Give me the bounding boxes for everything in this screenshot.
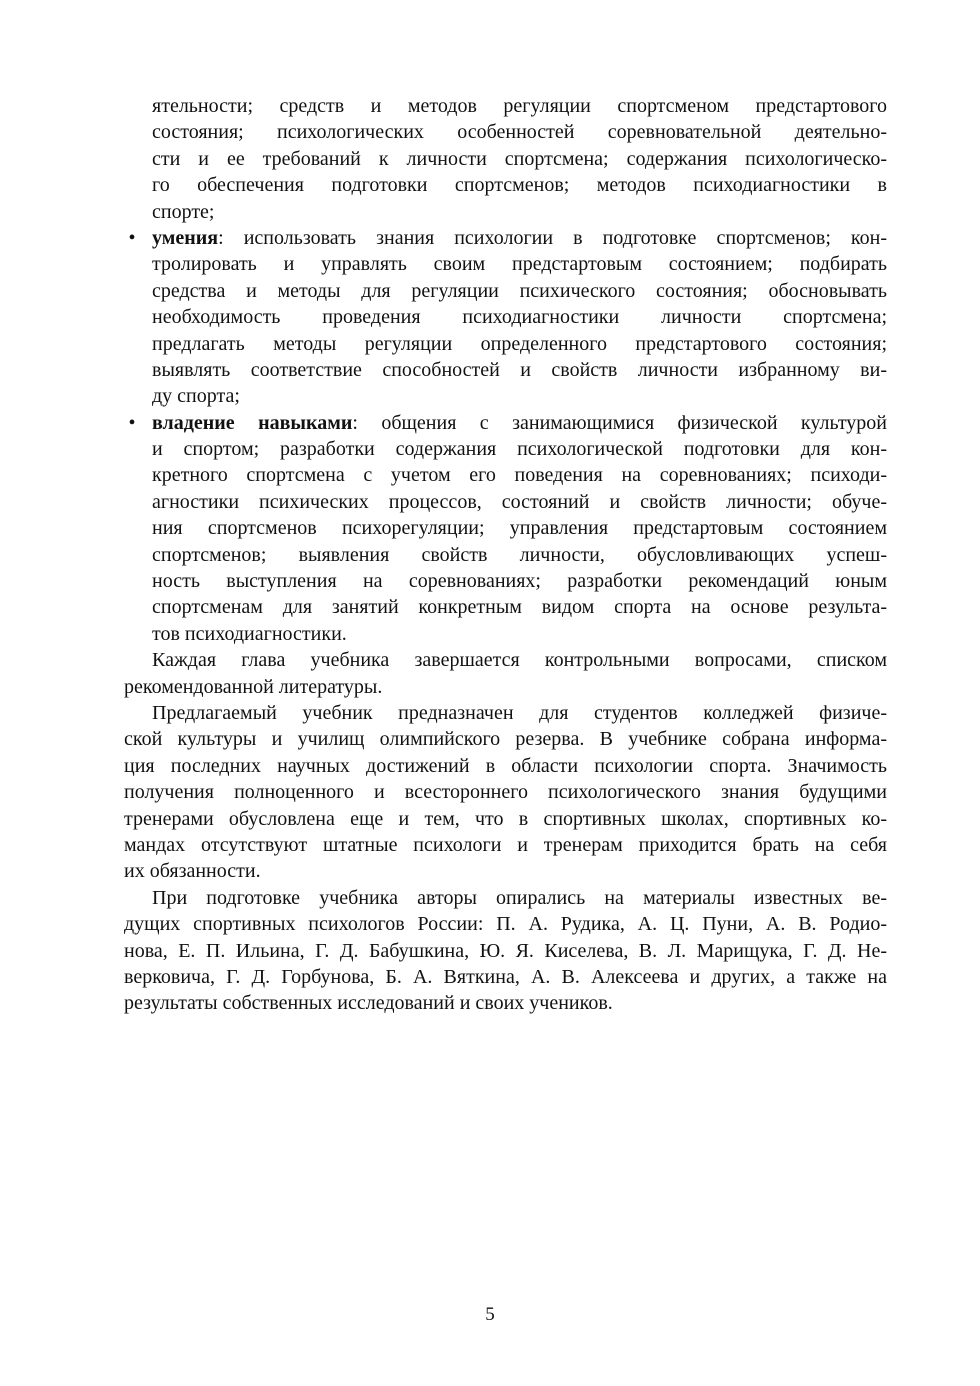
continued-list-item — [124, 93, 887, 225]
bullet-icon: • — [128, 226, 136, 249]
text-line: ния спортсменов психорегуляции; управления предстартовым состоянием — [152, 517, 887, 540]
paragraph-chapter-structure — [124, 647, 887, 700]
text-line: тренерами обусловлена еще и тем, что в спортивных школах, спортивных ко- — [124, 807, 887, 830]
text-line: тов психодиагностики. — [152, 622, 347, 645]
text-line: состояния; психологических особенностей соревновательной деятельно- — [152, 121, 887, 144]
text-line: и спортом; разработки содержания психологической подготовки для кон- — [152, 438, 887, 461]
bullet-item-proficiency — [124, 410, 887, 648]
text-line: предлагать методы регуляции определенного предстартового состояния; — [152, 332, 887, 355]
text-line: При подготовке учебника авторы опирались на материалы известных ве- — [152, 886, 887, 909]
bullet-icon: • — [128, 411, 136, 434]
text-line: получения полноценного и всестороннего психологического знания будущими — [124, 781, 887, 804]
text-line — [152, 225, 887, 251]
text-line: выявлять соответствие способностей и свойств личности избранному ви- — [152, 358, 887, 381]
bullet-text: : использовать знания психологии в подготовке спортсменов; кон- — [218, 226, 887, 249]
text-line: тролировать и управлять своим предстартовым состоянием; подбирать — [152, 253, 887, 276]
bullet-term: владение навыками — [152, 411, 353, 434]
bullet-item-skills — [124, 225, 887, 410]
text-line: ность выступления на соревнованиях; разработки рекомендаций юным — [152, 570, 887, 593]
text-line: результаты собственных исследований и своих учеников. — [124, 992, 613, 1015]
text-line: верковича, Г. Д. Горбунова, Б. А. Вяткина, А. В. Алексеева и других, а также на — [124, 965, 887, 988]
text-line: Каждая глава учебника завершается контрольными вопросами, списком — [152, 649, 887, 672]
text-line: го обеспечения подготовки спортсменов; методов психодиагностики в — [152, 174, 887, 197]
paragraph-audience — [124, 700, 887, 885]
text-line: необходимость проведения психодиагностики личности спортсмена; — [152, 306, 887, 329]
text-line: нова, Е. П. Ильина, Г. Д. Бабушкина, Ю. Я. Киселева, В. Л. Марищука, Г. Д. Не- — [124, 939, 887, 962]
text-line: спортсменов; выявления свойств личности, обусловливающих успеш- — [152, 543, 887, 566]
text-line — [152, 410, 887, 436]
page-number: 5 — [485, 1304, 495, 1325]
text-line: средства и методы для регуляции психического состояния; обосновывать — [152, 279, 887, 302]
page-body — [124, 93, 887, 1017]
text-line: сти и ее требований к личности спортсмена; содержания психологическо- — [152, 147, 887, 170]
text-line: спорте; — [152, 200, 215, 223]
text-line: ция последних научных достижений в области психологии спорта. Значимость — [124, 754, 887, 777]
text-line: спортсменам для занятий конкретным видом спорта на основе результа- — [152, 596, 887, 619]
paragraph-sources — [124, 885, 887, 1017]
text-line: рекомендованной литературы. — [124, 675, 383, 698]
text-line: агностики психических процессов, состояний и свойств личности; обуче- — [152, 490, 887, 513]
text-line: их обязанности. — [124, 860, 261, 883]
text-line: Предлагаемый учебник предназначен для студентов колледжей физиче- — [152, 701, 887, 724]
text-line: ятельности; средств и методов регуляции спортсменом предстартового — [152, 95, 887, 117]
bullet-text: : общения с занимающимися физической культурой — [352, 411, 888, 434]
text-line: кретного спортсмена с учетом его поведения на соревнованиях; психоди- — [152, 464, 887, 487]
text-line: дущих спортивных психологов России: П. А. Рудика, А. Ц. Пуни, А. В. Родио- — [124, 913, 887, 936]
text-line: мандах отсутствуют штатные психологи и тренерам приходится брать на себя — [124, 833, 887, 856]
bullet-term: умения — [152, 226, 219, 249]
text-line: ской культуры и училищ олимпийского резерва. В учебнике собрана информа- — [124, 728, 887, 751]
text-line: ду спорта; — [152, 385, 240, 408]
